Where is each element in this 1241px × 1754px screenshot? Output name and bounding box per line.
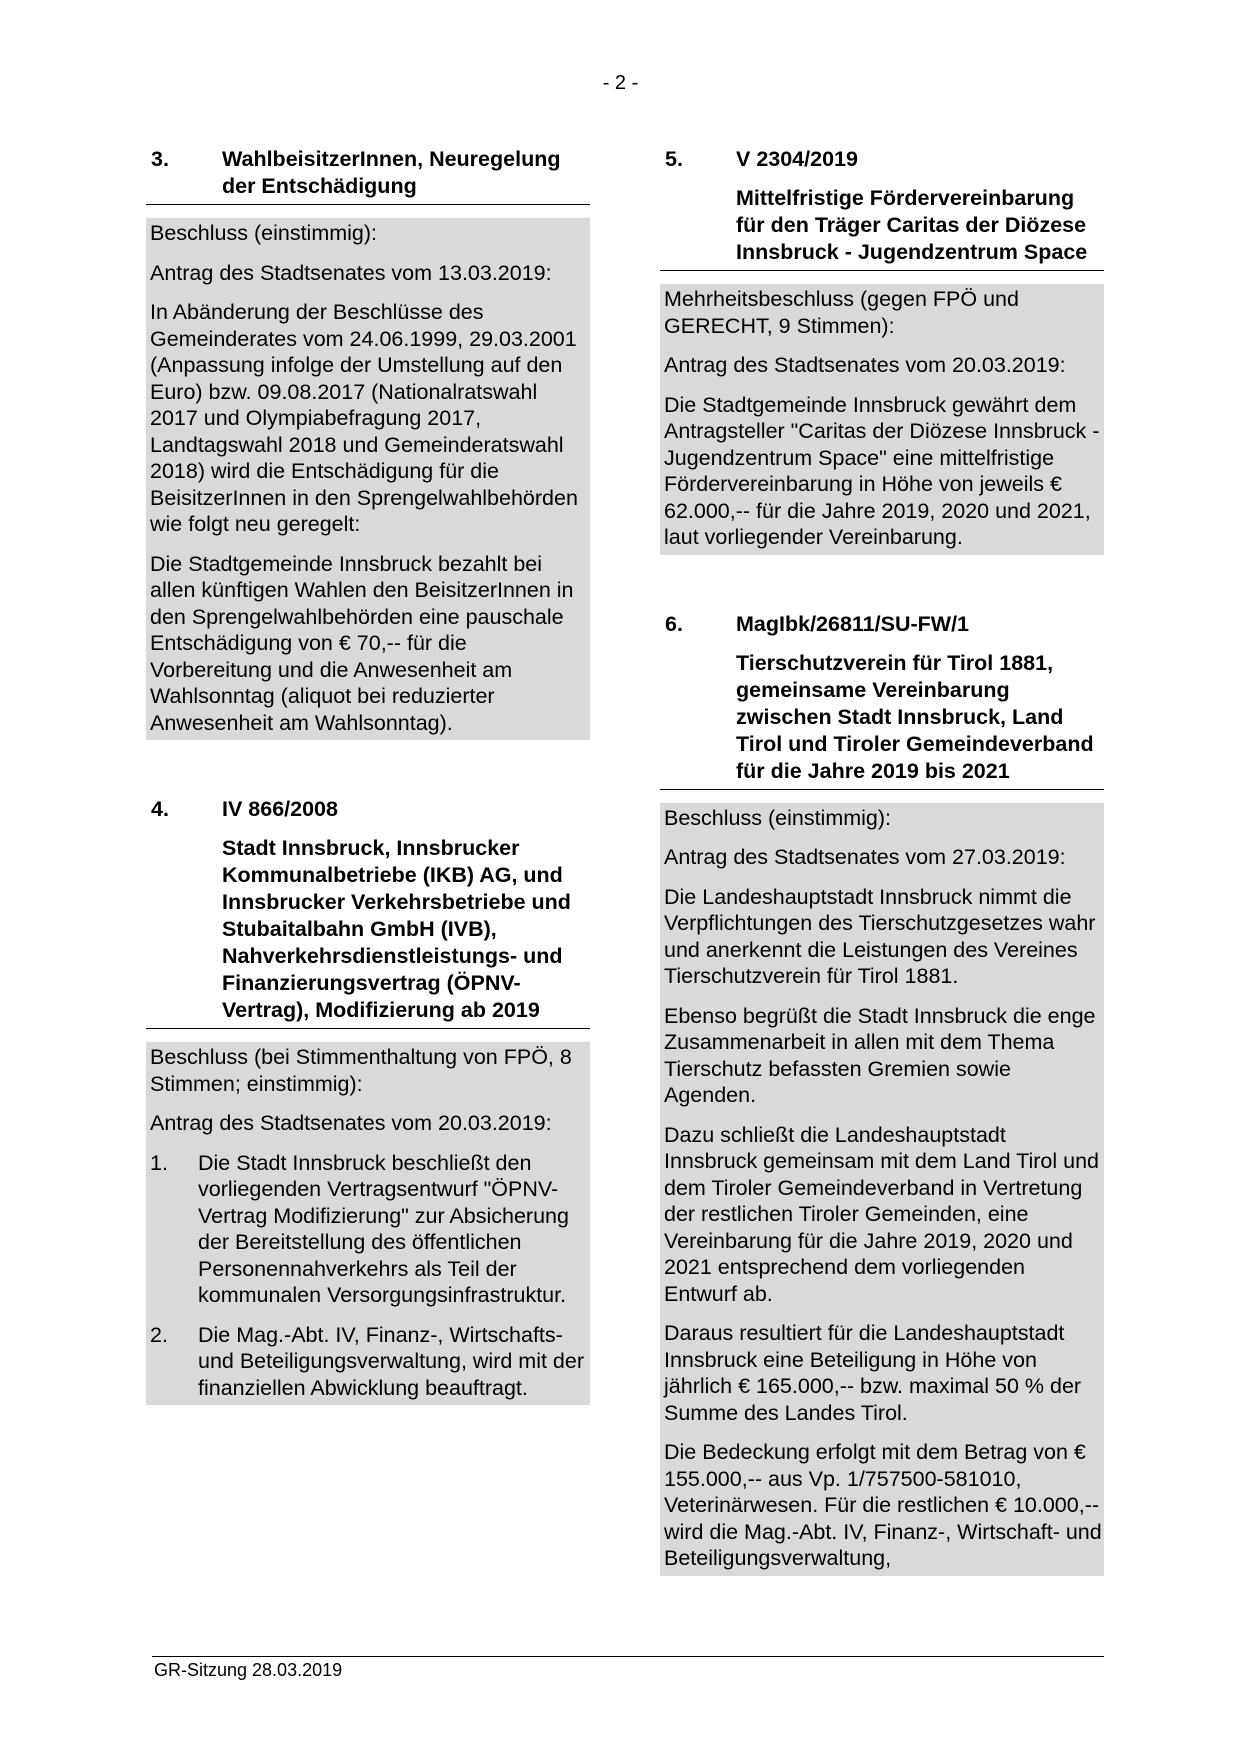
agenda-item-3 (146, 146, 590, 740)
motion-text: Antrag des Stadtsenates vom 20.03.2019: (664, 353, 1066, 377)
body-paragraph: Daraus resultiert für die Landeshauptstadt Innsbruck eine Beteiligung in Höhe von jährlich € 165.000,-- bzw. maximal 50 % der Summe des Landes Tirol. (664, 1321, 1082, 1425)
decision-text: Beschluss (bei Stimmenthaltung von FPÖ, 8 Stimmen; einstimmig): (150, 1045, 572, 1096)
agenda-item-reference: V 2304/2019 (736, 147, 858, 171)
list-item-text: Die Mag.-Abt. IV, Finanz-, Wirtschafts- und Beteiligungsverwaltung, wird mit der finanziellen Abwicklung beauftragt. (198, 1322, 585, 1400)
agenda-item-heading (660, 146, 1104, 266)
footer-text: GR-Sitzung 28.03.2019 (154, 1660, 343, 1680)
list-item-text: Die Stadt Innsbruck beschließt den vorliegenden Vertragsentwurf "ÖPNV-Vertrag Modifizierung" zur Absicherung der Bereitstellung des öffentlichen Personennahverkehrs als Teil der kommunalen Versorgungsinfrastruktur. (198, 1150, 569, 1307)
decision-text: Beschluss (einstimmig): (664, 805, 891, 830)
body-paragraph: In Abänderung der Beschlüsse des Gemeinderates vom 24.06.1999, 29.03.2001 (Anpassung infolge der Umstellung auf den Euro) bzw. 09.08.2017 (Nationalratswahl 2017 und Olympiabefragung 2017, Landtagswahl 2018 und Gemeinderatswahl 2018) wird die Entschädigung für die BeisitzerInnen in den Sprengelwahlbehörden wie folgt neu geregelt: (150, 300, 578, 536)
decision-text: Beschluss (einstimmig): (150, 221, 377, 245)
list-item-number: 2. (150, 1322, 168, 1347)
agenda-item-heading (146, 796, 590, 1024)
agenda-item-title: WahlbeisitzerInnen, Neuregelung der Entschädigung (222, 147, 561, 198)
footer-rule (152, 1656, 1104, 1657)
agenda-item-number: 4. (151, 797, 169, 821)
body-paragraph: Ebenso begrüßt die Stadt Innsbruck die enge Zusammenarbeit in allen mit dem Thema Tierschutz befassten Gremien sowie Agenden. (664, 1003, 1096, 1107)
heading-rule (146, 204, 590, 205)
agenda-item-reference: MagIbk/26811/SU-FW/1 (736, 611, 969, 636)
heading-rule (660, 270, 1104, 271)
decision-box (660, 803, 1104, 1576)
body-paragraph: Die Stadtgemeinde Innsbruck gewährt dem Antragsteller "Caritas der Diözese Innsbruck - Jugendzentrum Space" eine mittelfristige Fördervereinbarung in Höhe von jeweils € 62.000,-- für die Jahre 2019, 2020 und 2021, laut vorliegender Vereinbarung. (664, 392, 1100, 549)
agenda-item-reference: IV 866/2008 (222, 797, 338, 821)
list-item (150, 1322, 588, 1402)
body-paragraph: Die Bedeckung erfolgt mit dem Betrag von € 155.000,-- aus Vp. 1/757500-581010, Veterinärwesen. Für die restlichen € 10.000,-- wird die Mag.-Abt. IV, Finanz-, Wirtschaft- und Beteiligungsverwaltung, (664, 1440, 1102, 1570)
agenda-item-number: 5. (665, 147, 683, 171)
agenda-item-title: Stadt Innsbruck, Innsbrucker Kommunalbetriebe (IKB) AG, und Innsbrucker Verkehrsbetriebe und Stubaitalbahn GmbH (IVB), Nahverkehrsdienstleistungs- und Finanzierungsvertrag (ÖPNV-Vertrag), Modifizierung ab 2019 (222, 836, 571, 1022)
decision-box (146, 218, 590, 740)
motion-text: Antrag des Stadtsenates vom 20.03.2019: (150, 1111, 552, 1135)
right-column (660, 146, 1104, 1616)
body-paragraph: Die Stadtgemeinde Innsbruck bezahlt bei allen künftigen Wahlen den BeisitzerInnen in den Sprengelwahlbehörden eine pauschale Entschädigung von € 70,-- für die Vorbereitung und die Anwesenheit am Wahlsonntag (aliquot bei reduzierter Anwesenheit am Wahlsonntag). (150, 551, 574, 735)
agenda-item-heading (146, 146, 590, 200)
agenda-item-number: 6. (665, 611, 683, 636)
agenda-item-4 (146, 796, 590, 1405)
motion-text: Antrag des Stadtsenates vom 13.03.2019: (150, 260, 552, 285)
list-item (150, 1150, 588, 1309)
agenda-item-6 (660, 611, 1104, 1576)
decision-text: Mehrheitsbeschluss (gegen FPÖ und GERECHT, 9 Stimmen): (664, 287, 1019, 338)
agenda-item-title: Mittelfristige Fördervereinbarung für den Träger Caritas der Diözese Innsbruck - Jugendzentrum Space (736, 186, 1088, 264)
agenda-item-5 (660, 146, 1104, 555)
body-paragraph: Dazu schließt die Landeshauptstadt Innsbruck gemeinsam mit dem Land Tirol und dem Tiroler Gemeindeverband in Vertretung der restlichen Tiroler Gemeinden, eine Vereinbarung für die Jahre 2019, 2020 und 2021 entsprechend dem vorliegenden Entwurf ab. (664, 1122, 1099, 1306)
agenda-item-heading (660, 611, 1104, 785)
page-number: - 2 - (602, 72, 639, 94)
body-paragraph: Die Landeshauptstadt Innsbruck nimmt die Verpflichtungen des Tierschutzgesetzes wahr und anerkennt die Leistungen des Vereines Tierschutzverein für Tirol 1881. (664, 884, 1096, 988)
agenda-item-number: 3. (151, 147, 169, 171)
list-item-number: 1. (150, 1150, 168, 1175)
heading-rule (146, 1028, 590, 1029)
decision-box (146, 1042, 590, 1405)
decision-box (660, 284, 1104, 555)
motion-text: Antrag des Stadtsenates vom 27.03.2019: (664, 845, 1066, 869)
agenda-item-title: Tierschutzverein für Tirol 1881, gemeinsame Vereinbarung zwischen Stadt Innsbruck, Land Tirol und Tiroler Gemeindeverband für die Jahre 2019 bis 2021 (736, 650, 1094, 783)
heading-rule (660, 789, 1104, 790)
left-column (146, 146, 590, 1445)
